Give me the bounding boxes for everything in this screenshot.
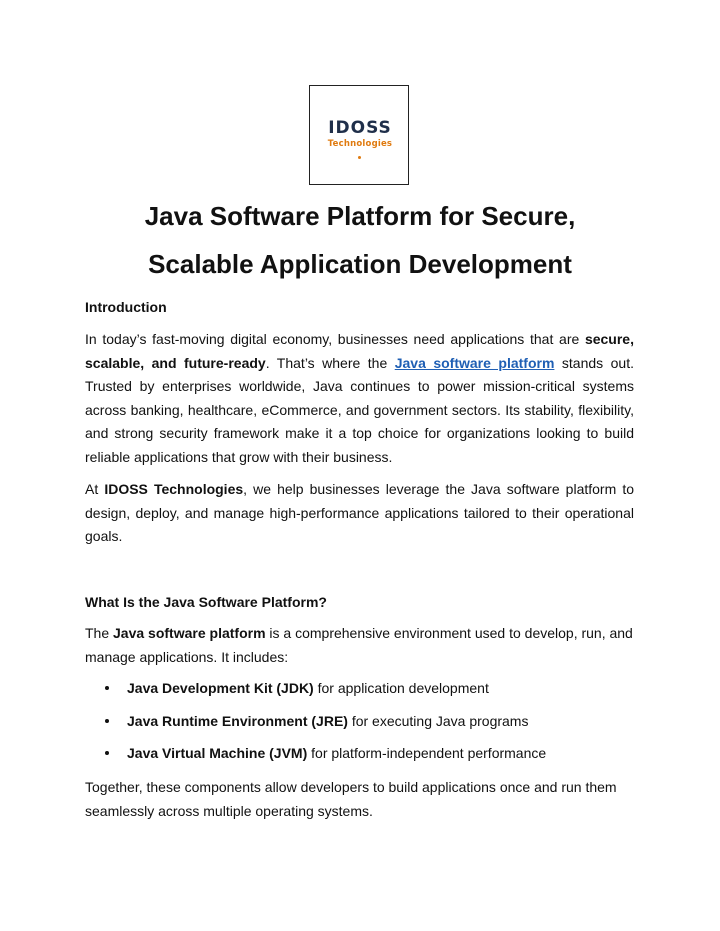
list-item: [85, 711, 645, 744]
summary-paragraph: Together, these components allow developers to build applications once and run them seamlessly across multiple operating systems.: [85, 779, 617, 819]
page-title: [60, 192, 660, 288]
bold-run: IDOSS Technologies: [104, 481, 244, 497]
components-list: [85, 678, 645, 776]
title-line-1: Java Software Platform for Secure,: [144, 201, 576, 231]
bold-run: Java Runtime Environment (JRE): [127, 712, 348, 729]
bold-run: secure, scalable, and future-ready: [85, 331, 634, 371]
text-run: At: [85, 481, 105, 497]
idoss-logo: [309, 85, 409, 185]
text-run: for platform-independent performance: [307, 745, 547, 761]
title-line-2: Scalable Application Development: [148, 249, 572, 279]
what-is-heading: What Is the Java Software Platform?: [85, 594, 327, 610]
text-run: stands out. Trusted by enterprises worldwide, Java continues to power mission-critical systems across banking, healthcare, eCommerce, and government sectors. Its stability, flexibility, and strong security framework make it a top choice for organizations looking to build reliable applications that grow with their business.: [85, 354, 634, 465]
text-run: The: [85, 625, 114, 641]
what-is-paragraph: [85, 622, 637, 669]
logo-wordmark: IDOSS: [328, 118, 392, 138]
intro-heading: Introduction: [85, 299, 167, 315]
logo-tagline: Technologies: [327, 139, 393, 149]
text-run: for application development: [313, 680, 489, 696]
bold-run: Java software platform: [113, 625, 266, 641]
bullet-icon: [105, 719, 109, 723]
bullet-icon: [105, 686, 109, 690]
text-run: is a comprehensive environment used to develop, run, and manage applications. It includes:: [85, 625, 633, 665]
java-platform-link[interactable]: Java software platform: [394, 354, 555, 371]
text-run: In today’s fast-moving digital economy, businesses need applications that are: [85, 331, 585, 347]
text-run: . That’s where the: [265, 354, 395, 371]
list-item: [85, 743, 645, 776]
intro-paragraph-2: [85, 478, 634, 549]
bullet-icon: [105, 751, 109, 755]
bold-run: Java Virtual Machine (JVM): [127, 745, 308, 761]
bold-run: Java Development Kit (JDK): [127, 680, 314, 696]
logo-dot: [358, 156, 361, 159]
list-item: [85, 678, 645, 711]
intro-paragraph-1: [85, 328, 634, 469]
text-run: for executing Java programs: [347, 712, 529, 729]
text-run: , we help businesses leverage the Java software platform to design, deploy, and manage high-performance applications tailored to their operational goals.: [85, 481, 635, 544]
